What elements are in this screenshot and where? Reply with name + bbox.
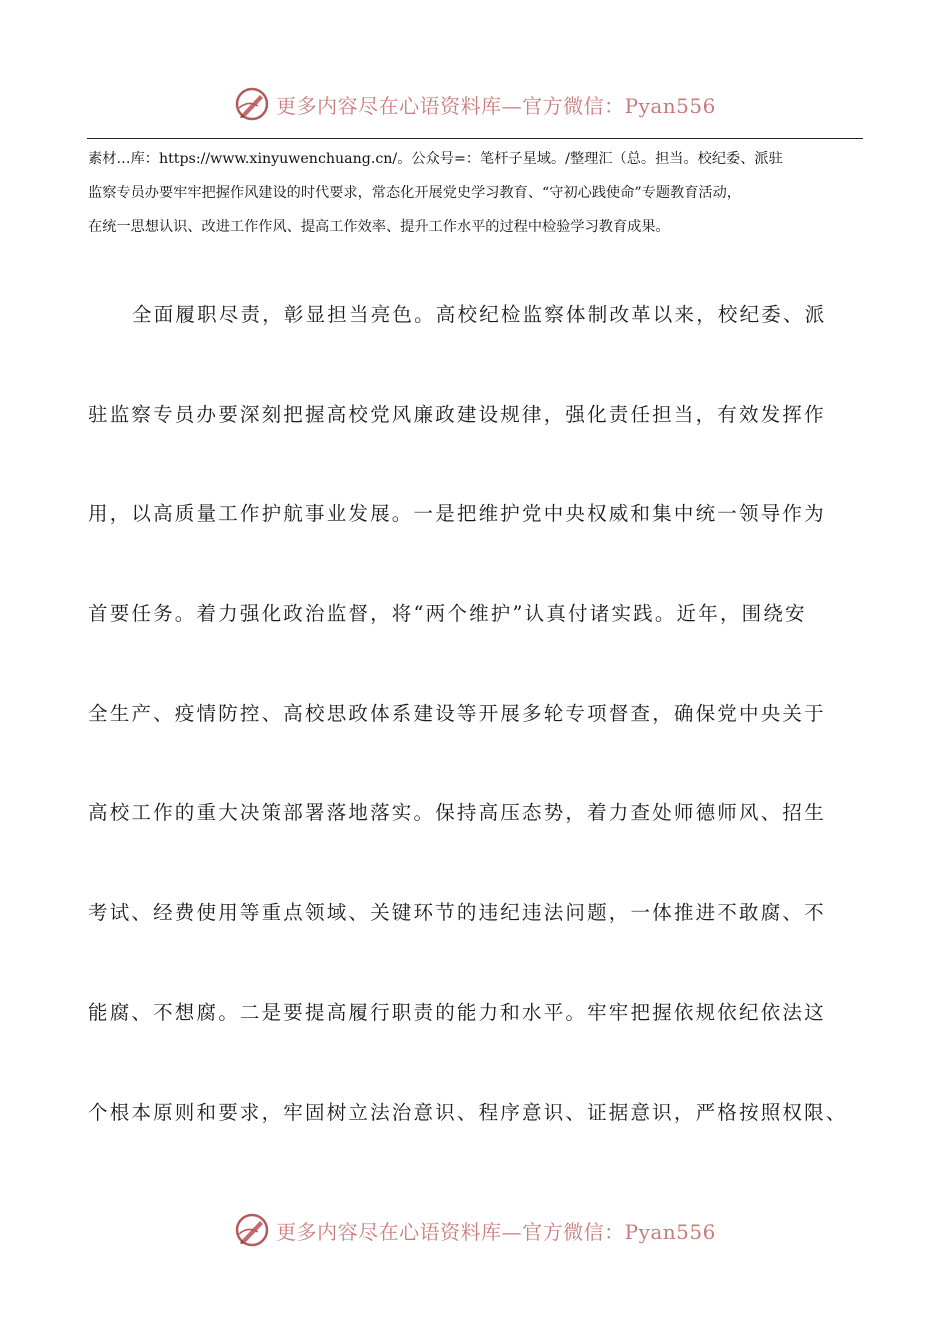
header-banner: [0, 82, 950, 126]
body-line: 能腐、不想腐。二是要提高履行职责的能力和水平。牢牢把握依规依纪依法这: [88, 1000, 826, 1024]
body-line: 驻监察专员办要深刻把握高校党风廉政建设规律，强化责任担当，有效发挥作: [88, 402, 826, 426]
body-line: 全面履职尽责，彰显担当亮色。高校纪检监察体制改革以来，校纪委、派: [132, 303, 827, 326]
body-line: 首要任务。着力强化政治监督，将“两个维护”认真付诸实践。近年，围绕安: [88, 602, 807, 626]
pen-logo-icon: [234, 1212, 270, 1248]
body-paragraph: [88, 290, 858, 1187]
footer-banner-text: 更多内容尽在心语资料库—官方微信：Pyan556: [276, 1219, 716, 1244]
body-line: 全生产、疫情防控、高校思政体系建设等开展多轮专项督查，确保党中央关于: [88, 701, 826, 725]
intro-line: 在统一思想认识、改进工作作风、提高工作效率、提升工作水平的过程中检验学习教育成果。: [88, 219, 670, 235]
body-line: 考试、经费使用等重点领域、关键环节的违纪违法问题，一体推进不敢腐、不: [88, 901, 826, 925]
body-line: 个根本原则和要求，牢固树立法治意识、程序意识、证据意识，严格按照权限、: [88, 1100, 848, 1124]
intro-paragraph: [88, 142, 868, 244]
footer-banner: [0, 1208, 950, 1252]
intro-line: 监察专员办要牢牢把握作风建设的时代要求，常态化开展党史学习教育、“守初心践使命”专题教育活动，: [88, 185, 741, 201]
header-banner-text: 更多内容尽在心语资料库—官方微信：Pyan556: [276, 93, 716, 118]
body-line: 用，以高质量工作护航事业发展。一是把维护党中央权威和集中统一领导作为: [88, 502, 826, 526]
header-divider: [87, 138, 863, 139]
intro-line: 素材…库：https://www.xinyuwenchuang.cn/。公众号=：笔杆子星域。/整理汇（总。担当。校纪委、派驻: [88, 151, 783, 167]
pen-logo-icon: [234, 86, 270, 122]
body-line: 高校工作的重大决策部署落地落实。保持高压态势，着力查处师德师风、招生: [88, 801, 826, 825]
